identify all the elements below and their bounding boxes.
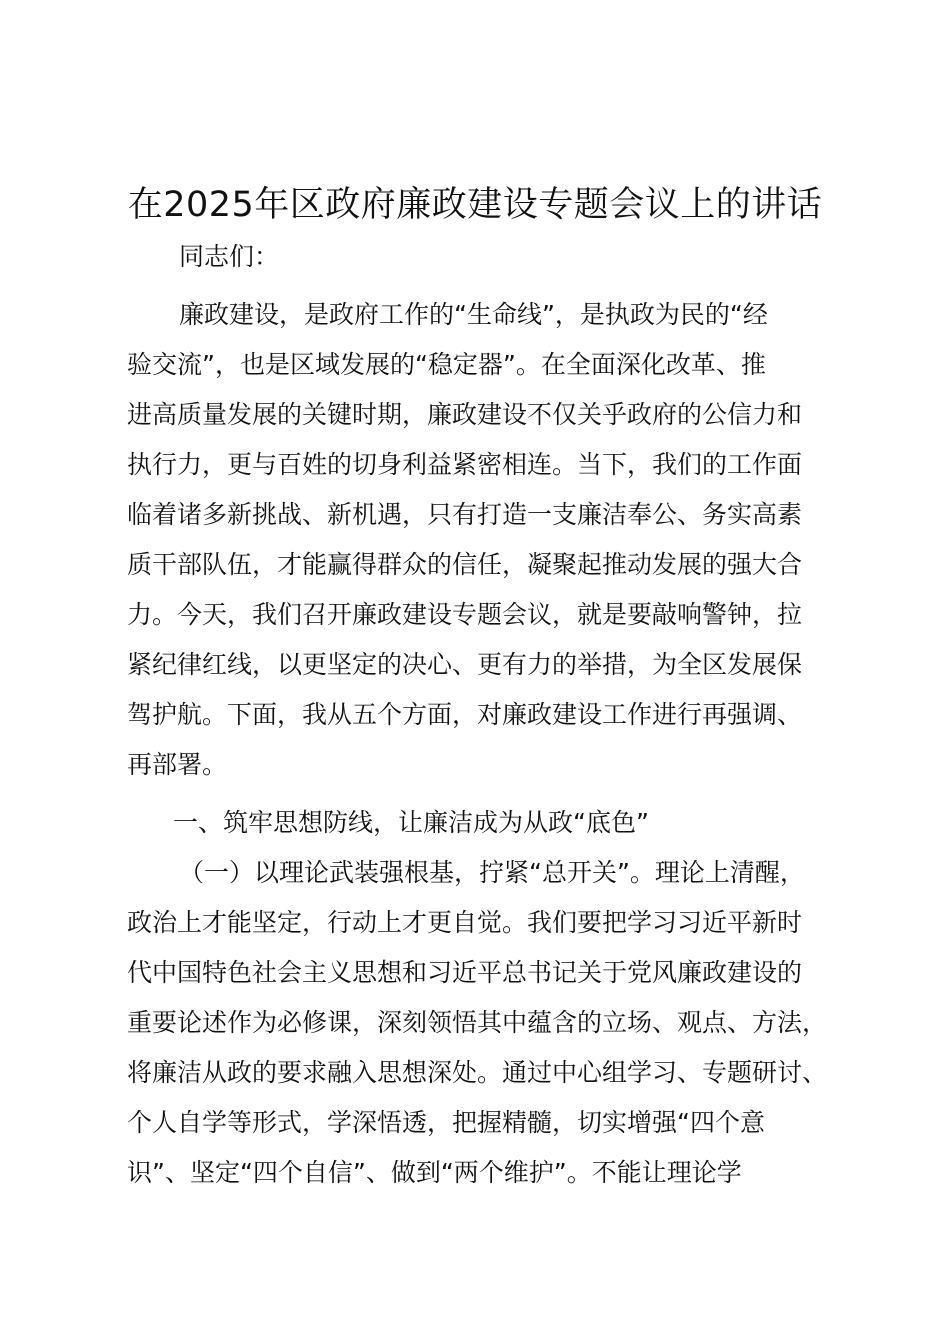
paragraph-line: 廉政建设，是政府工作的“生命线”，是执政为民的“经 [179,300,768,329]
paragraph-line: 驾护航。下面，我从五个方面，对廉政建设工作进行再强调、 [127,700,803,729]
section-heading: 一、筑牢思想防线，让廉洁成为从政“底色” [173,808,649,837]
paragraph-line: 再部署。 [127,750,228,779]
paragraph-1 [127,290,837,790]
paragraph-line: 验交流”，也是区域发展的“稳定器”。在全面深化改革、推 [127,350,766,379]
paragraph-line: 政治上才能坚定，行动上才更自觉。我们要把学习习近平新时 [127,908,803,937]
paragraph-line: （一）以理论武装强根基，拧紧“总开关”。理论上清醒， [179,858,805,887]
paragraph-line: 紧纪律红线，以更坚定的决心、更有力的举措，为全区发展保 [127,650,803,679]
paragraph-line: 进高质量发展的关键时期，廉政建设不仅关乎政府的公信力和 [127,400,803,429]
document-body [127,232,837,1198]
salutation: 同志们： [179,242,280,271]
paragraph-line: 代中国特色社会主义思想和习近平总书记关于党风廉政建设的 [127,958,803,987]
paragraph-line: 识”、坚定“四个自信”、做到“两个维护”。不能让理论学 [127,1158,742,1187]
paragraph-line: 个人自学等形式，学深悟透，把握精髓，切实增强“四个意 [127,1108,765,1137]
spacer [127,790,837,798]
paragraph-2 [127,848,837,1198]
paragraph-line: 执行力，更与百姓的切身利益紧密相连。当下，我们的工作面 [127,450,803,479]
paragraph-line: 重要论述作为必修课，深刻领悟其中蕴含的立场、观点、方法， [127,1008,828,1037]
document-title: 在2025年区政府廉政建设专题会议上的讲话 [127,185,823,225]
paragraph-line: 质干部队伍，才能赢得群众的信任，凝聚起推动发展的强大合 [127,550,803,579]
paragraph-line: 力。今天，我们召开廉政建设专题会议，就是要敲响警钟，拉 [127,600,803,629]
paragraph-line: 临着诸多新挑战、新机遇，只有打造一支廉洁奉公、务实高素 [127,500,803,529]
paragraph-line: 将廉洁从政的要求融入思想深处。通过中心组学习、专题研讨、 [127,1058,828,1087]
spacer [127,282,837,290]
